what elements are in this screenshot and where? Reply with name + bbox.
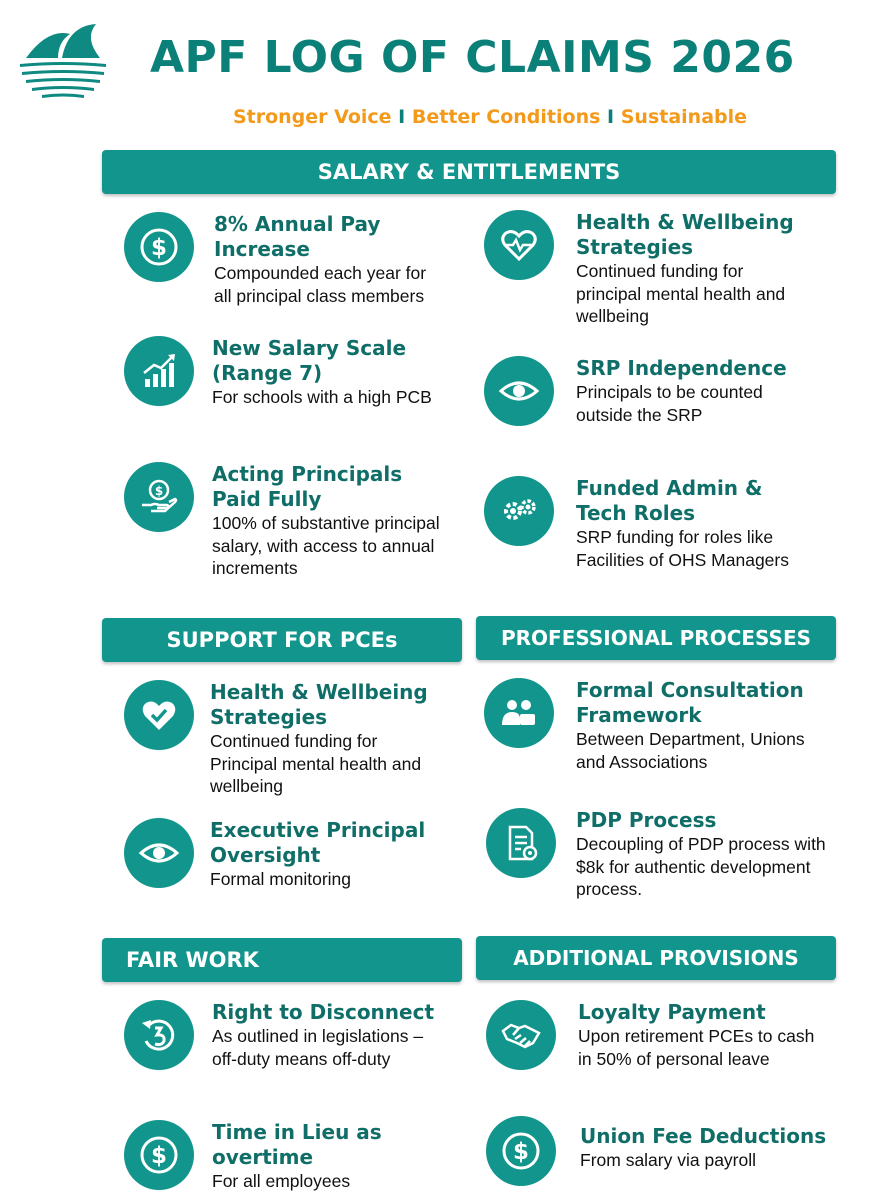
claim-title: Strategies (576, 235, 694, 259)
claim-description: wellbeing (210, 776, 283, 796)
claim-title: SRP Independence (576, 356, 787, 380)
claim-title: New Salary Scale (212, 336, 407, 360)
claim-title: 8% Annual Pay (214, 212, 381, 236)
eye-icon (124, 818, 194, 888)
claim-description: As outlined in legislations – (212, 1026, 424, 1046)
claim-title: Tech Roles (576, 501, 696, 525)
claim-item-right-to-disconnect (124, 1000, 434, 1070)
dollar-icon (124, 1120, 194, 1190)
claim-item-health-wellbeing (484, 210, 794, 328)
claim-description: Compounded each year for (214, 263, 427, 283)
claim-description: Decoupling of PDP process with (576, 834, 826, 854)
page-title: APF LOG OF CLAIMS 2026 (150, 32, 795, 83)
tagline-part-1: Stronger Voice (232, 106, 392, 128)
claim-item-loyalty-payment (486, 1000, 814, 1070)
claim-title: Executive Principal (210, 818, 426, 842)
dollar-icon (486, 1116, 556, 1186)
people-icon (484, 678, 554, 748)
svg-text:$: $ (512, 1139, 530, 1165)
claim-description: in 50% of personal leave (578, 1048, 770, 1069)
claim-title: Time in Lieu as (212, 1120, 382, 1144)
claim-item-srp-independence (484, 356, 787, 426)
claim-title: Framework (576, 703, 702, 727)
claim-title: Oversight (210, 843, 321, 867)
claim-item-executive-oversight (124, 818, 425, 891)
claim-title: Acting Principals (212, 462, 403, 486)
claim-description: and Associations (576, 751, 708, 772)
claim-title: Funded Admin & (576, 476, 763, 500)
claim-description: Principals to be counted (576, 382, 763, 402)
claim-description: off-duty means off-duty (212, 1048, 391, 1069)
claim-title: Health & Wellbeing (576, 210, 794, 234)
tagline-part-3: Sustainable (620, 106, 748, 128)
claim-title: Increase (214, 237, 310, 261)
claim-title: (Range 7) (212, 361, 323, 385)
claim-item-consultation (484, 678, 805, 773)
claim-title: Health & Wellbeing (210, 680, 428, 704)
claim-item-acting-principals (124, 462, 440, 580)
heart-pulse-icon (484, 210, 554, 280)
claim-description: all principal class members (214, 285, 425, 306)
claim-item-pdp-process (486, 808, 826, 901)
tagline (0, 106, 880, 128)
dollar-icon (124, 212, 194, 282)
section-heading-additional: ADDITIONAL PROVISIONS (476, 936, 836, 980)
tagline-separator: I (607, 106, 615, 128)
claim-description: process. (576, 879, 643, 899)
growth-chart-icon (124, 336, 194, 406)
claim-description: Continued funding for (576, 261, 744, 281)
svg-text:$: $ (154, 484, 164, 498)
claim-description: Upon retirement PCEs to cash (578, 1026, 815, 1046)
claim-description: Formal monitoring (210, 869, 352, 889)
clock-arrow-icon (124, 1000, 194, 1070)
claim-title: PDP Process (576, 808, 717, 832)
claim-description: SRP funding for roles like (576, 527, 774, 547)
section-heading-salary: SALARY & ENTITLEMENTS (102, 150, 836, 194)
claim-item-union-fee (486, 1116, 826, 1186)
claim-description: Between Department, Unions (576, 729, 805, 749)
claim-title: Strategies (210, 705, 328, 729)
claim-title: Loyalty Payment (578, 1000, 766, 1024)
claim-description: $8k for authentic development (576, 856, 811, 877)
claim-description: wellbeing (576, 306, 649, 326)
claim-description: 100% of substantive principal (212, 513, 440, 533)
claim-item-annual-pay (124, 212, 426, 307)
apf-logo (18, 20, 108, 100)
claim-description: Facilities of OHS Managers (576, 549, 789, 570)
claim-description: principal mental health and (576, 283, 786, 304)
claim-description: increments (212, 558, 298, 578)
svg-text:$: $ (150, 235, 168, 261)
claim-title: Right to Disconnect (212, 1000, 435, 1024)
claim-title: overtime (212, 1145, 314, 1169)
claim-item-support-health (124, 680, 428, 798)
heart-check-icon (124, 680, 194, 750)
claim-item-salary-scale (124, 336, 432, 409)
claim-description: For all employees (212, 1171, 351, 1191)
claim-description: salary, with access to annual (212, 535, 435, 556)
eye-icon (484, 356, 554, 426)
svg-text:$: $ (150, 1143, 168, 1169)
claim-description: From salary via payroll (580, 1150, 757, 1170)
handshake-icon (486, 1000, 556, 1070)
claim-description: For schools with a high PCB (212, 387, 432, 407)
claim-description: Continued funding for (210, 731, 378, 751)
hand-coin-icon (124, 462, 194, 532)
section-heading-fairwork: FAIR WORK (102, 938, 462, 982)
tagline-part-2: Better Conditions (411, 106, 601, 128)
claim-description: outside the SRP (576, 404, 703, 425)
claim-item-time-in-lieu (124, 1120, 382, 1193)
claim-item-funded-admin (484, 476, 789, 571)
section-heading-support: SUPPORT FOR PCEs (102, 618, 462, 662)
gears-icon (484, 476, 554, 546)
claim-title: Paid Fully (212, 487, 322, 511)
tagline-separator: I (398, 106, 406, 128)
claim-title: Union Fee Deductions (580, 1124, 827, 1148)
section-heading-professional: PROFESSIONAL PROCESSES (476, 616, 836, 660)
document-icon (486, 808, 556, 878)
claim-description: Principal mental health and (210, 753, 422, 774)
claim-title: Formal Consultation (576, 678, 804, 702)
